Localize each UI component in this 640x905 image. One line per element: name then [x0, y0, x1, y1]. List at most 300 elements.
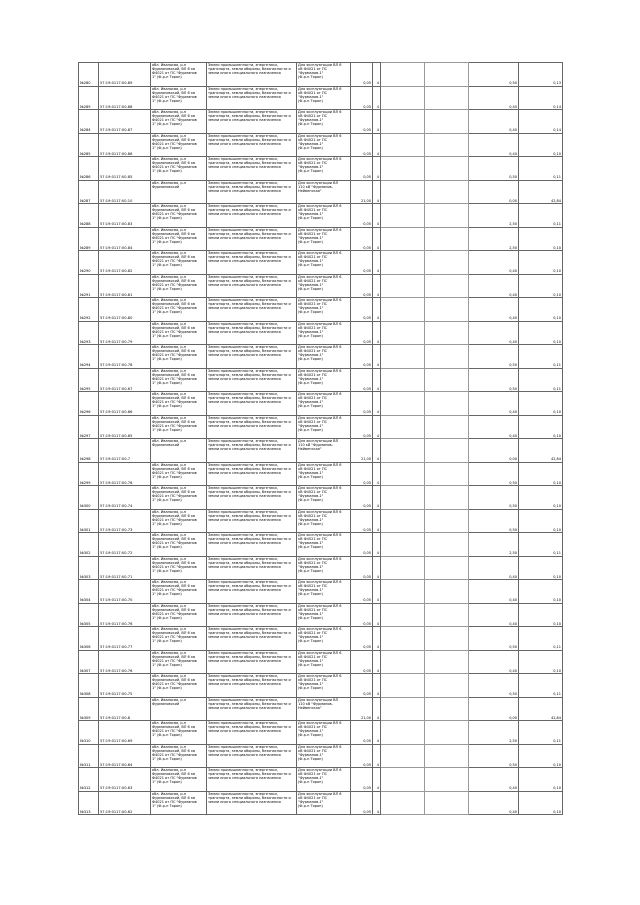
- table-row: [79, 321, 563, 345]
- cadastral-number: 57:19:0117:00-65: [99, 415, 151, 439]
- cadastral-number: 57:19:0117:00-80: [99, 298, 151, 322]
- land-category: Земли промышленности, энергетики, транспорта, земли обороны, безопасности и земли иного специального назначения: [207, 486, 297, 510]
- land-category: Земли промышленности, энергетики, транспорта, земли обороны, безопасности и земли иного специального назначения: [207, 580, 297, 604]
- blank-cell: [381, 603, 425, 627]
- land-category: Земли промышленности, энергетики, транспорта, земли обороны, безопасности и земли иного специального назначения: [207, 674, 297, 698]
- area-value: 0,05: [351, 63, 373, 87]
- land-category: Земли промышленности, энергетики, транспорта, земли обороны, безопасности и земли иного специального назначения: [207, 251, 297, 275]
- row-number: №304: [79, 580, 99, 604]
- blank-cell: [381, 227, 425, 251]
- amount-value: 42,84: [519, 697, 563, 721]
- purpose: Для эксплуатации ВЛ 6 кВ Ф4021 от ПС "Фурманов-1" (Ф-р-н Тороп): [297, 486, 351, 510]
- address: обл. Иваносва, р-н Фурмановский, ВЛ 6 кв Ф4021 от ПС "Фурманов 1" (Ф-р-н Тороп): [151, 627, 207, 651]
- blank-cell: [425, 321, 469, 345]
- table-row: [79, 227, 563, 251]
- land-category: Земли промышленности, энергетики, транспорта, земли обороны, безопасности и земли иного специального назначения: [207, 768, 297, 792]
- table-row: [79, 650, 563, 674]
- blank-cell: [425, 345, 469, 369]
- land-category: Земли промышленности, энергетики, транспорта, земли обороны, безопасности и земли иного специального назначения: [207, 697, 297, 721]
- blank-cell: [425, 674, 469, 698]
- address: обл. Иваносва, р-н Фурмановский, ВЛ 6 кв Ф4021 от ПС "Фурманов 1" (Ф-р-н Тороп): [151, 157, 207, 181]
- row-number: №305: [79, 603, 99, 627]
- cadastral-number: 57:19:0117:00-69: [99, 721, 151, 745]
- blank-cell: [381, 650, 425, 674]
- rate-value: 0,50: [469, 486, 519, 510]
- area-value: 0,05: [351, 580, 373, 604]
- row-number: №296: [79, 392, 99, 416]
- rate-value: 2,50: [469, 533, 519, 557]
- purpose: Для эксплуатации ВЛ 6 кВ Ф4021 от ПС "Фурманов-1" (Ф-р-н Тороп): [297, 415, 351, 439]
- row-number: №303: [79, 556, 99, 580]
- area-value: 0,05: [351, 768, 373, 792]
- address: обл. Иваносва, р-н Фурмановский, ВЛ 6 кв Ф4021 от ПС "Фурманов 1" (Ф-р-н Тороп): [151, 415, 207, 439]
- rate-value: 0,40: [469, 415, 519, 439]
- table-row: [79, 556, 563, 580]
- cadastral-number: 57:19:0117:00-89: [99, 63, 151, 87]
- cadastral-number: 57:19:0117:00-72: [99, 533, 151, 557]
- land-category: Земли промышленности, энергетики, транспорта, земли обороны, безопасности и земли иного специального назначения: [207, 298, 297, 322]
- table-row: [79, 744, 563, 768]
- rate-value: 0,40: [469, 86, 519, 110]
- amount-value: 0,10: [519, 486, 563, 510]
- blank-cell: [425, 251, 469, 275]
- unit-code: 4: [373, 157, 381, 181]
- area-value: 0,05: [351, 345, 373, 369]
- amount-value: 0,13: [519, 63, 563, 87]
- address: обл. Иваносва, р-н Фурмановский, ВЛ 6 кв Ф4021 от ПС "Фурманов 1" (Ф-р-н Тороп): [151, 674, 207, 698]
- row-number: №286: [79, 157, 99, 181]
- address: обл. Иваносва, р-н Фурмановский, ВЛ 6 кв Ф4021 от ПС "Фурманов 1" (Ф-р-н Тороп): [151, 274, 207, 298]
- land-category: Земли промышленности, энергетики, транспорта, земли обороны, безопасности и земли иного специального назначения: [207, 462, 297, 486]
- blank-cell: [381, 63, 425, 87]
- blank-cell: [381, 274, 425, 298]
- blank-cell: [425, 744, 469, 768]
- blank-cell: [425, 462, 469, 486]
- address: обл. Иваносва, р-н Фурмановский, ВЛ 6 кв Ф4021 от ПС "Фурманов 1" (Ф-р-н Тороп): [151, 392, 207, 416]
- rate-value: 0,40: [469, 768, 519, 792]
- rate-value: 0,40: [469, 791, 519, 815]
- land-category: Земли промышленности, энергетики, транспорта, земли обороны, безопасности и земли иного специального назначения: [207, 439, 297, 463]
- area-value: 0,05: [351, 251, 373, 275]
- unit-code: 4: [373, 368, 381, 392]
- unit-code: 4: [373, 321, 381, 345]
- unit-code: 4: [373, 721, 381, 745]
- table-row: [79, 345, 563, 369]
- address: обл. Иваносва, р-н Фурмановский, ВЛ 6 кв Ф4021 от ПС "Фурманов 1" (Ф-р-н Тороп): [151, 462, 207, 486]
- blank-cell: [381, 180, 425, 204]
- table-row: [79, 486, 563, 510]
- blank-cell: [381, 392, 425, 416]
- land-category: Земли промышленности, энергетики, транспорта, земли обороны, безопасности и земли иного специального назначения: [207, 274, 297, 298]
- cadastral-number: 57:19:0117:00-74: [99, 486, 151, 510]
- row-number: №291: [79, 274, 99, 298]
- amount-value: 0,10: [519, 603, 563, 627]
- amount-value: 0,10: [519, 274, 563, 298]
- address: обл. Иваносва, р-н Фурмановский, ВЛ 6 кв Ф4021 от ПС "Фурманов 1" (Ф-р-н Тороп): [151, 86, 207, 110]
- area-value: 0,05: [351, 298, 373, 322]
- cadastral-number: 57:19:0117:00-66: [99, 392, 151, 416]
- row-number: №297: [79, 415, 99, 439]
- blank-cell: [425, 509, 469, 533]
- amount-value: 0,10: [519, 768, 563, 792]
- purpose: Для эксплуатации ВЛ 6 кВ Ф4021 от ПС "Фурманов-1" (Ф-р-н Тороп): [297, 368, 351, 392]
- amount-value: 0,11: [519, 627, 563, 651]
- purpose: Для эксплуатации ВЛ 110 кВ "Фурманов- Нейвенская": [297, 697, 351, 721]
- blank-cell: [381, 204, 425, 228]
- blank-cell: [425, 556, 469, 580]
- row-number: №280: [79, 63, 99, 87]
- area-value: 0,05: [351, 791, 373, 815]
- unit-code: 4: [373, 580, 381, 604]
- purpose: Для эксплуатации ВЛ 6 кВ Ф4021 от ПС "Фурманов-1" (Ф-р-н Тороп): [297, 86, 351, 110]
- land-category: Земли промышленности, энергетики, транспорта, земли обороны, безопасности и земли иного специального назначения: [207, 321, 297, 345]
- cadastral-number: 57:19:0117:00-73: [99, 509, 151, 533]
- blank-cell: [425, 298, 469, 322]
- amount-value: 0,11: [519, 674, 563, 698]
- cadastral-number: 57:19:0117:00-85: [99, 157, 151, 181]
- blank-cell: [425, 368, 469, 392]
- amount-value: 0,10: [519, 133, 563, 157]
- purpose: Для эксплуатации ВЛ 6 кВ Ф4021 от ПС "Фурманов-1" (Ф-р-н Тороп): [297, 321, 351, 345]
- area-value: 0,05: [351, 744, 373, 768]
- table-row: [79, 697, 563, 721]
- rate-value: 0,50: [469, 627, 519, 651]
- rate-value: 0,50: [469, 368, 519, 392]
- amount-value: 0,11: [519, 721, 563, 745]
- address: обл. Иваносва, р-н Фурмановский, ВЛ 6 кв Ф4021 от ПС "Фурманов 1" (Ф-р-н Тороп): [151, 227, 207, 251]
- row-number: №284: [79, 110, 99, 134]
- amount-value: 0,10: [519, 298, 563, 322]
- amount-value: 0,10: [519, 744, 563, 768]
- area-value: 0,05: [351, 533, 373, 557]
- cadastral-number: 57:19:0117:00-10: [99, 180, 151, 204]
- purpose: Для эксплуатации ВЛ 6 кВ Ф4021 от ПС "Фурманов-1" (Ф-р-н Тороп): [297, 674, 351, 698]
- amount-value: 0,10: [519, 462, 563, 486]
- unit-code: 4: [373, 345, 381, 369]
- amount-value: 42,84: [519, 439, 563, 463]
- cadastral-number: 57:19:0117:00-68: [99, 86, 151, 110]
- table-row: [79, 110, 563, 134]
- purpose: Для эксплуатации ВЛ 6 кВ Ф4021 от ПС "Фурманов-1" (Ф-р-н Тороп): [297, 227, 351, 251]
- area-value: 0,05: [351, 415, 373, 439]
- blank-cell: [425, 392, 469, 416]
- land-category: Земли промышленности, энергетики, транспорта, земли обороны, безопасности и земли иного специального назначения: [207, 627, 297, 651]
- rate-value: 0,40: [469, 392, 519, 416]
- table-row: [79, 392, 563, 416]
- amount-value: 0,11: [519, 345, 563, 369]
- row-number: №289: [79, 86, 99, 110]
- rate-value: 0,40: [469, 274, 519, 298]
- amount-value: 0,10: [519, 227, 563, 251]
- rate-value: 0,50: [469, 744, 519, 768]
- unit-code: 4: [373, 650, 381, 674]
- address: обл. Иваносва, р-н Фурмановский, ВЛ 6 кв Ф4021 от ПС "Фурманов 1" (Ф-р-н Тороп): [151, 556, 207, 580]
- address: обл. Иваносва, р-н Фурмановский: [151, 180, 207, 204]
- blank-cell: [381, 697, 425, 721]
- purpose: Для эксплуатации ВЛ 6 кВ Ф4021 от ПС "Фурманов-1" (Ф-р-н Тороп): [297, 744, 351, 768]
- amount-value: 0,10: [519, 556, 563, 580]
- area-value: 0,05: [351, 674, 373, 698]
- area-value: 0,05: [351, 627, 373, 651]
- unit-code: 4: [373, 133, 381, 157]
- amount-value: 0,14: [519, 110, 563, 134]
- table-row: [79, 791, 563, 815]
- blank-cell: [381, 744, 425, 768]
- purpose: Для эксплуатации ВЛ 6 кВ Ф4021 от ПС "Фурманов-1" (Ф-р-н Тороп): [297, 791, 351, 815]
- purpose: Для эксплуатации ВЛ 6 кВ Ф4021 от ПС "Фурманов-1" (Ф-р-н Тороп): [297, 556, 351, 580]
- unit-code: 4: [373, 744, 381, 768]
- row-number: №308: [79, 674, 99, 698]
- rate-value: 0,40: [469, 298, 519, 322]
- unit-code: 4: [373, 274, 381, 298]
- table-row: [79, 415, 563, 439]
- amount-value: 42,84: [519, 180, 563, 204]
- address: обл. Иваносва, р-н Фурмановский, ВЛ 6 кв Ф4021 от ПС "Фурманов 1" (Ф-р-н Тороп): [151, 486, 207, 510]
- rate-value: 0,50: [469, 345, 519, 369]
- unit-code: 4: [373, 533, 381, 557]
- rate-value: 0,50: [469, 157, 519, 181]
- table-row: [79, 204, 563, 228]
- area-value: 0,05: [351, 509, 373, 533]
- unit-code: 4: [373, 298, 381, 322]
- unit-code: 4: [373, 86, 381, 110]
- row-number: №313: [79, 791, 99, 815]
- purpose: Для эксплуатации ВЛ 6 кВ Ф4021 от ПС "Фурманов-1" (Ф-р-н Тороп): [297, 345, 351, 369]
- blank-cell: [381, 110, 425, 134]
- amount-value: 0,10: [519, 392, 563, 416]
- area-value: 21,00: [351, 180, 373, 204]
- area-value: 0,05: [351, 274, 373, 298]
- blank-cell: [381, 462, 425, 486]
- land-category: Земли промышленности, энергетики, транспорта, земли обороны, безопасности и земли иного специального назначения: [207, 204, 297, 228]
- table-row: [79, 298, 563, 322]
- land-category: Земли промышленности, энергетики, транспорта, земли обороны, безопасности и земли иного специального назначения: [207, 509, 297, 533]
- blank-cell: [381, 627, 425, 651]
- purpose: Для эксплуатации ВЛ 6 кВ Ф4021 от ПС "Фурманов-1" (Ф-р-н Тороп): [297, 298, 351, 322]
- amount-value: 0,10: [519, 791, 563, 815]
- purpose: Для эксплуатации ВЛ 110 кВ "Фурманов- Нейвенская": [297, 439, 351, 463]
- row-number: №309: [79, 697, 99, 721]
- purpose: Для эксплуатации ВЛ 6 кВ Ф4021 от ПС "Фурманов-1" (Ф-р-н Тороп): [297, 204, 351, 228]
- purpose: Для эксплуатации ВЛ 6 кВ Ф4021 от ПС "Фурманов-1" (Ф-р-н Тороп): [297, 650, 351, 674]
- blank-cell: [381, 556, 425, 580]
- blank-cell: [381, 721, 425, 745]
- row-number: №295: [79, 368, 99, 392]
- row-number: №301: [79, 509, 99, 533]
- blank-cell: [425, 580, 469, 604]
- purpose: Для эксплуатации ВЛ 6 кВ Ф4021 от ПС "Фурманов-1" (Ф-р-н Тороп): [297, 63, 351, 87]
- address: обл. Иваносва, р-н Фурмановский, ВЛ 6 кв Ф4021 от ПС "Фурманов 1" (Ф-р-н Тороп): [151, 204, 207, 228]
- blank-cell: [425, 110, 469, 134]
- table-row: [79, 580, 563, 604]
- purpose: Для эксплуатации ВЛ 6 кВ Ф4021 от ПС "Фурманов-1" (Ф-р-н Тороп): [297, 533, 351, 557]
- blank-cell: [381, 86, 425, 110]
- address: обл. Иваносва, р-н Фурмановский, ВЛ 6 кв Ф4021 от ПС "Фурманов 1" (Ф-р-н Тороп): [151, 133, 207, 157]
- land-category: Земли промышленности, энергетики, транспорта, земли обороны, безопасности и земли иного специального назначения: [207, 721, 297, 745]
- table-row: [79, 721, 563, 745]
- cadastral-number: 57:19:0117:00-83: [99, 204, 151, 228]
- table-row: [79, 63, 563, 87]
- land-category: Земли промышленности, энергетики, транспорта, земли обороны, безопасности и земли иного специального назначения: [207, 227, 297, 251]
- table-row: [79, 157, 563, 181]
- land-category: Земли промышленности, энергетики, транспорта, земли обороны, безопасности и земли иного специального назначения: [207, 556, 297, 580]
- blank-cell: [425, 204, 469, 228]
- purpose: Для эксплуатации ВЛ 6 кВ Ф4021 от ПС "Фурманов-1" (Ф-р-н Тороп): [297, 462, 351, 486]
- rate-value: 0,40: [469, 321, 519, 345]
- rate-value: 0,00: [469, 697, 519, 721]
- area-value: 0,05: [351, 603, 373, 627]
- land-category: Земли промышленности, энергетики, транспорта, земли обороны, безопасности и земли иного специального назначения: [207, 603, 297, 627]
- row-number: №306: [79, 627, 99, 651]
- unit-code: 4: [373, 627, 381, 651]
- cadastral-number: 57:19:0117:00-71: [99, 556, 151, 580]
- table-row: [79, 368, 563, 392]
- land-category: Земли промышленности, энергетики, транспорта, земли обороны, безопасности и земли иного специального назначения: [207, 368, 297, 392]
- cadastral-number: 57:19:0117:00-63: [99, 768, 151, 792]
- address: обл. Иваносва, р-н Фурмановский, ВЛ 6 кв Ф4021 от ПС "Фурманов 1" (Ф-р-н Тороп): [151, 603, 207, 627]
- purpose: Для эксплуатации ВЛ 6 кВ Ф4021 от ПС "Фурманов-1" (Ф-р-н Тороп): [297, 274, 351, 298]
- blank-cell: [425, 415, 469, 439]
- amount-value: 0,10: [519, 509, 563, 533]
- row-number: №294: [79, 345, 99, 369]
- unit-code: 4: [373, 674, 381, 698]
- area-value: 0,05: [351, 462, 373, 486]
- amount-value: 0,14: [519, 86, 563, 110]
- area-value: 0,05: [351, 721, 373, 745]
- rate-value: 2,50: [469, 227, 519, 251]
- table-row: [79, 86, 563, 110]
- blank-cell: [425, 721, 469, 745]
- land-category: Земли промышленности, энергетики, транспорта, земли обороны, безопасности и земли иного специального назначения: [207, 533, 297, 557]
- table-row: [79, 603, 563, 627]
- address: обл. Иваносва, р-н Фурмановский, ВЛ 6 кв Ф4021 от ПС "Фурманов 1" (Ф-р-н Тороп): [151, 298, 207, 322]
- cadastral-number: 57:19:0117:00-76: [99, 603, 151, 627]
- land-category: Земли промышленности, энергетики, транспорта, земли обороны, безопасности и земли иного специального назначения: [207, 180, 297, 204]
- blank-cell: [425, 533, 469, 557]
- table-body: [79, 63, 563, 815]
- cadastral-number: 57:19:0117:00-77: [99, 627, 151, 651]
- blank-cell: [381, 791, 425, 815]
- address: обл. Иваносва, р-н Фурмановский, ВЛ 6 кв Ф4021 от ПС "Фурманов 1" (Ф-р-н Тороп): [151, 509, 207, 533]
- blank-cell: [425, 157, 469, 181]
- blank-cell: [425, 627, 469, 651]
- land-category: Земли промышленности, энергетики, транспорта, земли обороны, безопасности и земли иного специального назначения: [207, 392, 297, 416]
- rate-value: 0,40: [469, 556, 519, 580]
- rate-value: 0,50: [469, 509, 519, 533]
- area-value: 0,05: [351, 133, 373, 157]
- blank-cell: [425, 768, 469, 792]
- purpose: Для эксплуатации ВЛ 6 кВ Ф4021 от ПС "Фурманов-1" (Ф-р-н Тороп): [297, 721, 351, 745]
- row-number: №300: [79, 486, 99, 510]
- unit-code: 4: [373, 462, 381, 486]
- purpose: Для эксплуатации ВЛ 6 кВ Ф4021 от ПС "Фурманов-1" (Ф-р-н Тороп): [297, 603, 351, 627]
- blank-cell: [381, 368, 425, 392]
- land-category: Земли промышленности, энергетики, транспорта, земли обороны, безопасности и земли иного специального назначения: [207, 157, 297, 181]
- blank-cell: [425, 180, 469, 204]
- unit-code: 4: [373, 227, 381, 251]
- blank-cell: [381, 486, 425, 510]
- cadastral-number: 57:19:0117:00-86: [99, 133, 151, 157]
- rate-value: 0,40: [469, 603, 519, 627]
- table-row: [79, 133, 563, 157]
- amount-value: 0,11: [519, 157, 563, 181]
- unit-code: 4: [373, 63, 381, 87]
- table-row: [79, 462, 563, 486]
- blank-cell: [381, 674, 425, 698]
- rate-value: 2,50: [469, 721, 519, 745]
- row-number: №289: [79, 227, 99, 251]
- area-value: 0,05: [351, 650, 373, 674]
- unit-code: 4: [373, 509, 381, 533]
- blank-cell: [425, 274, 469, 298]
- address: обл. Иваносва, р-н Фурмановский, ВЛ 6 кв Ф4021 от ПС "Фурманов 1" (Ф-р-н Тороп): [151, 368, 207, 392]
- amount-value: 0,10: [519, 580, 563, 604]
- rate-value: 0,40: [469, 251, 519, 275]
- area-value: 21,00: [351, 439, 373, 463]
- unit-code: 4: [373, 486, 381, 510]
- blank-cell: [381, 298, 425, 322]
- unit-code: 4: [373, 180, 381, 204]
- cadastral-number: 57:19:0117:00-76: [99, 650, 151, 674]
- blank-cell: [381, 345, 425, 369]
- unit-code: 4: [373, 791, 381, 815]
- purpose: Для эксплуатации ВЛ 6 кВ Ф4021 от ПС "Фурманов-1" (Ф-р-н Тороп): [297, 627, 351, 651]
- cadastral-number: 57:19:0117:00-7: [99, 439, 151, 463]
- row-number: №298: [79, 439, 99, 463]
- table-row: [79, 509, 563, 533]
- row-number: №290: [79, 251, 99, 275]
- table-row: [79, 768, 563, 792]
- land-category: Земли промышленности, энергетики, транспорта, земли обороны, безопасности и земли иного специального назначения: [207, 86, 297, 110]
- blank-cell: [381, 415, 425, 439]
- cadastral-number: 57:19:0117:00-67: [99, 368, 151, 392]
- land-category: Земли промышленности, энергетики, транспорта, земли обороны, безопасности и земли иного специального назначения: [207, 744, 297, 768]
- blank-cell: [381, 321, 425, 345]
- address: обл. Иваносва, р-н Фурмановский: [151, 439, 207, 463]
- area-value: 0,05: [351, 368, 373, 392]
- area-value: 0,05: [351, 556, 373, 580]
- blank-cell: [425, 133, 469, 157]
- blank-cell: [381, 251, 425, 275]
- blank-cell: [381, 580, 425, 604]
- cadastral-number: 57:19:0117:00-64: [99, 744, 151, 768]
- land-parcel-table: [78, 62, 563, 815]
- cadastral-number: 57:19:0117:00-82: [99, 251, 151, 275]
- blank-cell: [425, 63, 469, 87]
- cadastral-number: 57:19:0117:00-87: [99, 110, 151, 134]
- rate-value: 0,40: [469, 133, 519, 157]
- blank-cell: [425, 486, 469, 510]
- rate-value: 0,00: [469, 439, 519, 463]
- address: обл. Иваносва, р-н Фурмановский, ВЛ 6 кв Ф4021 от ПС "Фурманов 1" (Ф-р-н Тороп): [151, 251, 207, 275]
- blank-cell: [425, 650, 469, 674]
- row-number: №312: [79, 768, 99, 792]
- area-value: 0,05: [351, 157, 373, 181]
- unit-code: 4: [373, 392, 381, 416]
- table-row: [79, 251, 563, 275]
- blank-cell: [381, 157, 425, 181]
- blank-cell: [381, 439, 425, 463]
- land-category: Земли промышленности, энергетики, транспорта, земли обороны, безопасности и земли иного специального назначения: [207, 791, 297, 815]
- blank-cell: [425, 439, 469, 463]
- blank-cell: [425, 227, 469, 251]
- row-number: №311: [79, 744, 99, 768]
- unit-code: 4: [373, 415, 381, 439]
- table-row: [79, 439, 563, 463]
- blank-cell: [381, 768, 425, 792]
- amount-value: 0,10: [519, 321, 563, 345]
- area-value: 0,05: [351, 392, 373, 416]
